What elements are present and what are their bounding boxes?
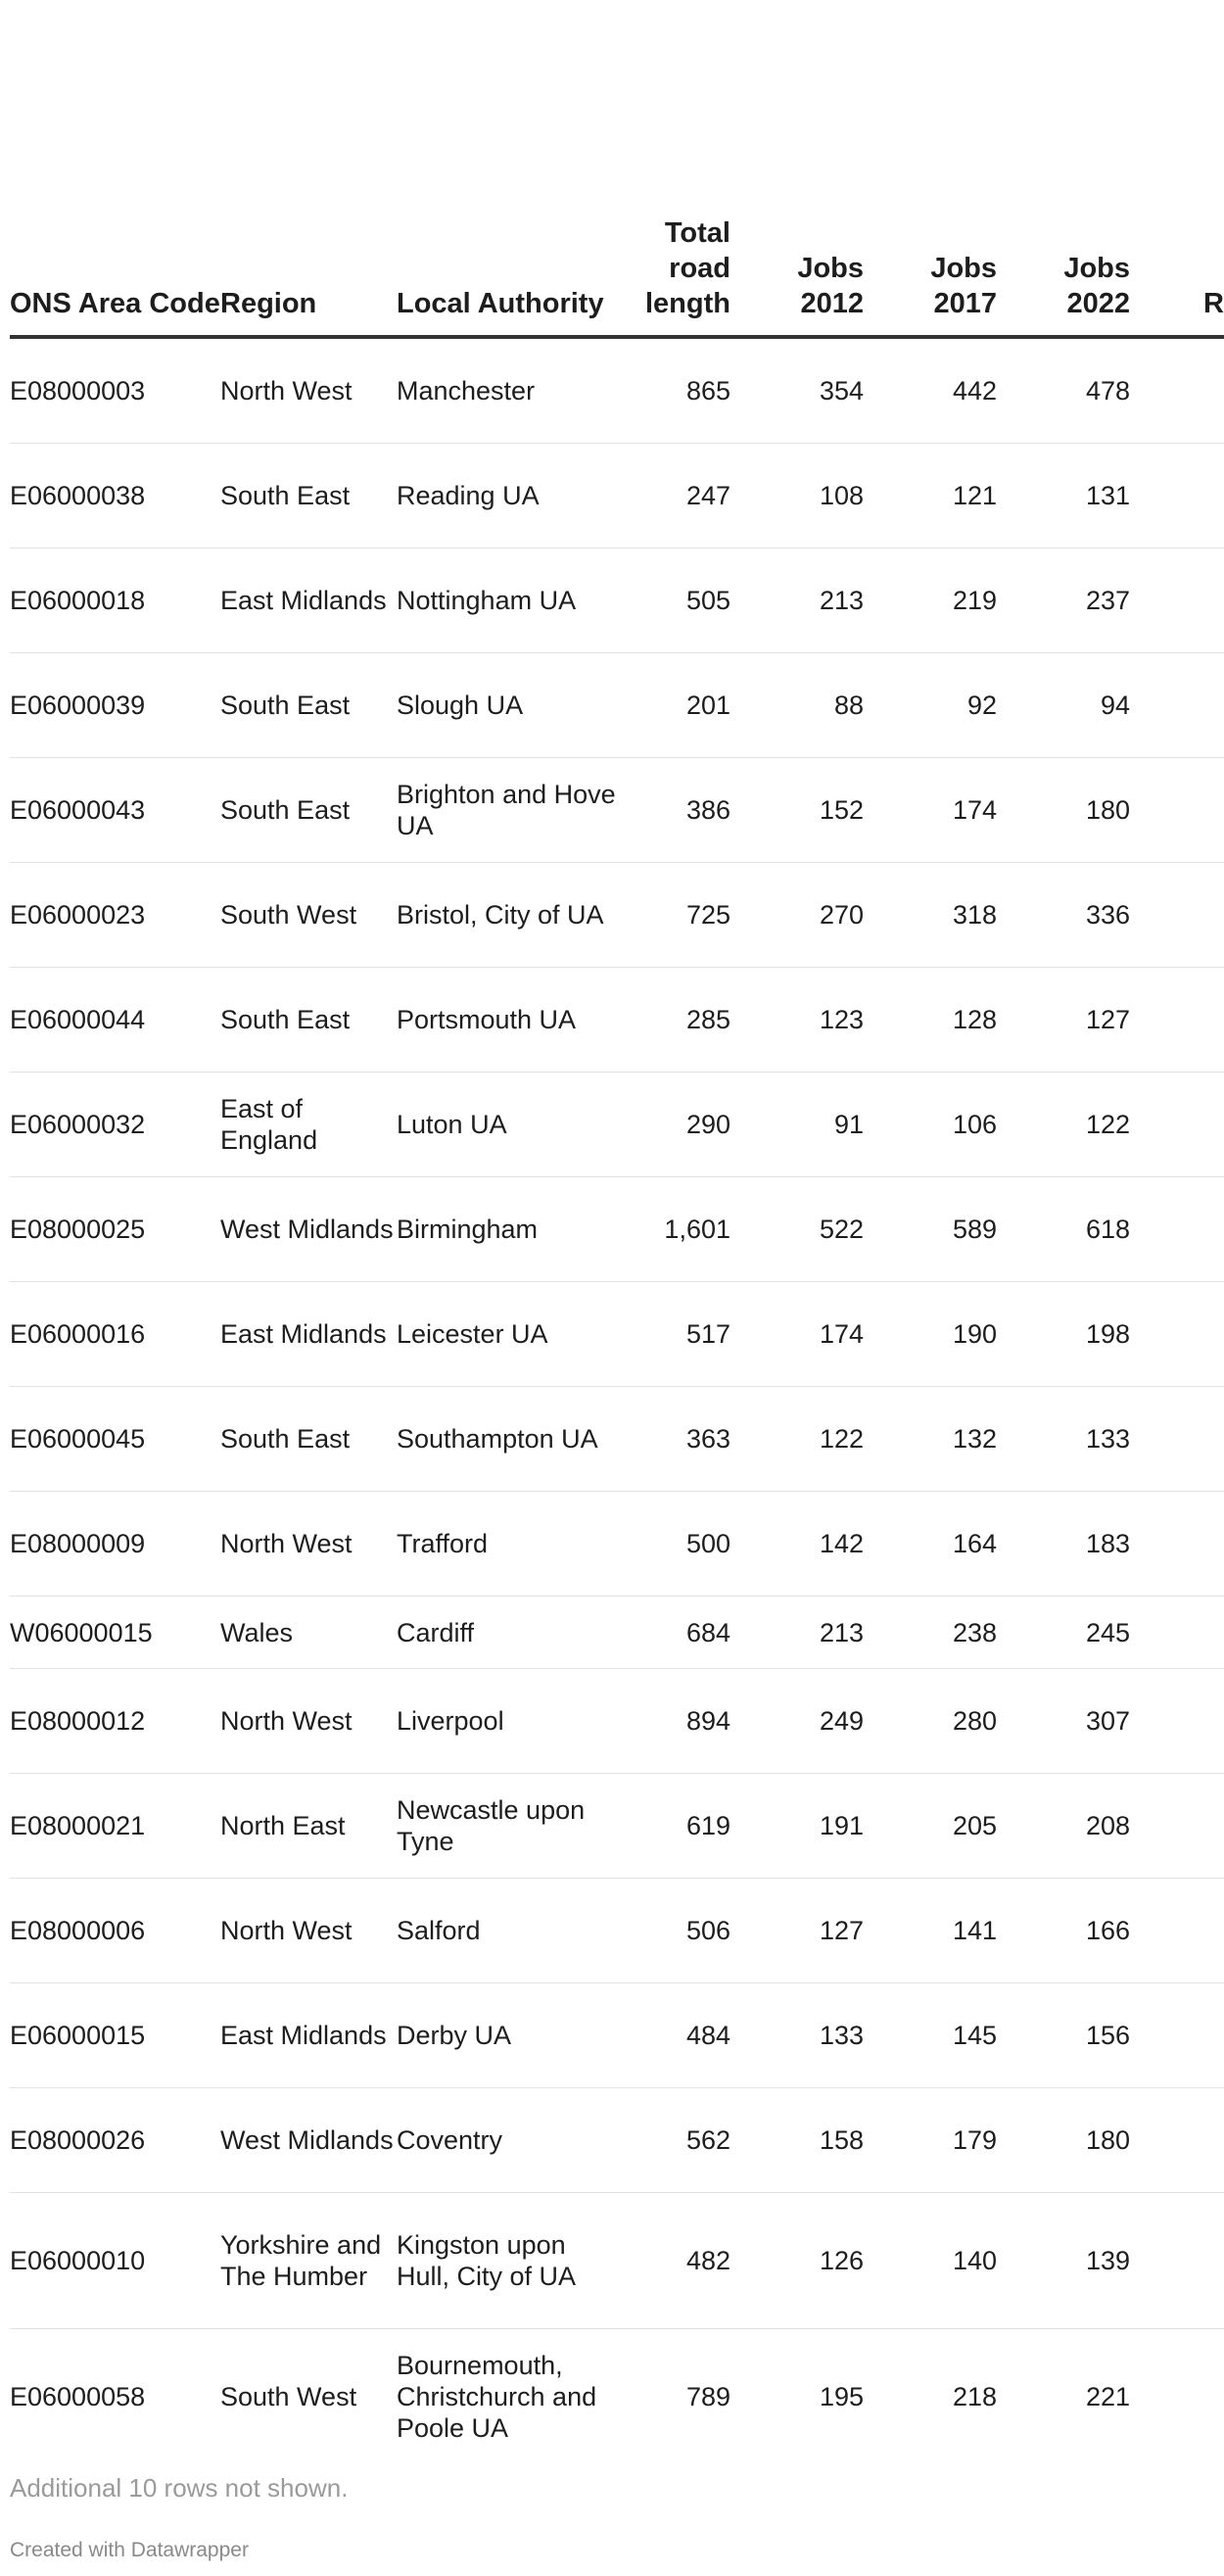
cell-jobs-2012: 88 — [730, 653, 864, 758]
cell-truncated — [1130, 1282, 1224, 1387]
cell-truncated — [1130, 863, 1224, 968]
cell-code: E06000016 — [10, 1282, 220, 1387]
cell-jobs-2022: 183 — [997, 1492, 1130, 1597]
cell-jobs-2012: 142 — [730, 1492, 864, 1597]
table-row — [10, 2329, 1224, 2465]
cell-road-length: 201 — [622, 653, 730, 758]
cell-region: South West — [220, 2382, 357, 2411]
cell-region: West Midlands — [220, 2088, 397, 2193]
cell-jobs-2017: 238 — [864, 1597, 997, 1669]
cell-jobs-2022: 122 — [997, 1073, 1130, 1177]
cell-jobs-2012: 191 — [730, 1774, 864, 1879]
table-row — [10, 1282, 1224, 1387]
cell-jobs-2017: 128 — [864, 968, 997, 1073]
cell-jobs-2012: 127 — [730, 1879, 864, 1983]
cell-road-length: 684 — [622, 1597, 730, 1669]
cell-region: North West — [220, 337, 397, 444]
cell-jobs-2012: 91 — [730, 1073, 864, 1177]
cell-road-length: 517 — [622, 1282, 730, 1387]
cell-road-length: 865 — [622, 337, 730, 444]
cell-road-length: 725 — [622, 863, 730, 968]
table-row — [10, 1073, 1224, 1177]
cell-jobs-2012: 123 — [730, 968, 864, 1073]
cell-jobs-2012: 213 — [730, 549, 864, 653]
table-row — [10, 1879, 1224, 1983]
cell-authority: Derby UA — [397, 1983, 622, 2088]
cell-region: South East — [220, 653, 397, 758]
table-row — [10, 2088, 1224, 2193]
cell-authority: Bristol, City of UA — [397, 863, 622, 968]
table-row — [10, 549, 1224, 653]
cell-code: E08000003 — [10, 337, 220, 444]
cell-code: E06000015 — [10, 1983, 220, 2088]
cell-code: E06000043 — [10, 758, 220, 863]
cell-jobs-2017: 280 — [864, 1669, 997, 1774]
cell-truncated — [1130, 1177, 1224, 1282]
cell-jobs-2017: 141 — [864, 1879, 997, 1983]
cell-region: South East — [220, 444, 397, 549]
cell-region: North West — [220, 1669, 397, 1774]
cell-authority: Kingston upon Hull, City of UA — [397, 2193, 622, 2329]
cell-jobs-2022: 208 — [997, 1774, 1130, 1879]
cell-road-length: 482 — [622, 2193, 730, 2329]
data-table — [10, 215, 1224, 2464]
cell-road-length: 619 — [622, 1774, 730, 1879]
cell-region: East of England — [220, 1073, 397, 1177]
cell-jobs-2022: 245 — [997, 1597, 1130, 1669]
cell-truncated — [1130, 1669, 1224, 1774]
cell-jobs-2017: 106 — [864, 1073, 997, 1177]
header-truncated[interactable]: R — [1130, 215, 1224, 337]
cell-region: East Midlands — [220, 549, 397, 653]
header-region[interactable]: Region — [220, 215, 397, 337]
table-row — [10, 1669, 1224, 1774]
table-row — [10, 337, 1224, 444]
cell-authority: Birmingham — [397, 1177, 622, 1282]
cell-region: North West — [220, 1879, 397, 1983]
table-row — [10, 1492, 1224, 1597]
cell-road-length: 484 — [622, 1983, 730, 2088]
cell-jobs-2012: 354 — [730, 337, 864, 444]
cell-jobs-2012: 213 — [730, 1597, 864, 1669]
table-row — [10, 968, 1224, 1073]
cell-jobs-2012: 174 — [730, 1282, 864, 1387]
header-ons-area-code[interactable]: ONS Area Code — [10, 215, 220, 337]
cell-jobs-2017: 190 — [864, 1282, 997, 1387]
cell-code: E08000025 — [10, 1177, 220, 1282]
cell-authority: Nottingham UA — [397, 549, 622, 653]
cell-authority: Bournemouth, Christchurch and Poole UA — [397, 2351, 597, 2443]
cell-code: E08000012 — [10, 1669, 220, 1774]
cell-jobs-2012: 270 — [730, 863, 864, 968]
cell-code: E06000032 — [10, 1073, 220, 1177]
cell-jobs-2017: 92 — [864, 653, 997, 758]
table-row — [10, 2193, 1224, 2329]
cell-region: South West — [220, 863, 397, 968]
cell-road-length: 500 — [622, 1492, 730, 1597]
header-total-road-length[interactable]: Total road length — [622, 215, 730, 337]
cell-region: Wales — [220, 1597, 397, 1669]
table-row — [10, 653, 1224, 758]
cell-truncated — [1130, 758, 1224, 863]
table-row — [10, 1983, 1224, 2088]
cell-jobs-2022: 198 — [997, 1282, 1130, 1387]
cell-road-length: 285 — [622, 968, 730, 1073]
cell-jobs-2022: 131 — [997, 444, 1130, 549]
cell-region: East Midlands — [220, 1983, 397, 2088]
cell-jobs-2017: 121 — [864, 444, 997, 549]
table-notes: Additional 10 rows not shown. — [10, 2473, 349, 2503]
cell-code: E06000010 — [10, 2193, 220, 2329]
cell-region: South East — [220, 968, 397, 1073]
cell-region: South East — [220, 758, 397, 863]
cell-authority: Cardiff — [397, 1597, 622, 1669]
cell-jobs-2017: 589 — [864, 1177, 997, 1282]
cell-truncated — [1130, 2088, 1224, 2193]
cell-jobs-2022: 307 — [997, 1669, 1130, 1774]
table-row — [10, 1177, 1224, 1282]
cell-code: E06000039 — [10, 653, 220, 758]
cell-road-length: 894 — [622, 1669, 730, 1774]
header-jobs-2022[interactable]: Jobs 2022 — [997, 215, 1130, 337]
cell-region: North West — [220, 1492, 397, 1597]
header-local-authority[interactable]: Local Authority — [397, 215, 622, 337]
cell-truncated — [1130, 549, 1224, 653]
cell-road-length: 506 — [622, 1879, 730, 1983]
cell-jobs-2022: 237 — [997, 549, 1130, 653]
cell-authority: Leicester UA — [397, 1282, 622, 1387]
cell-code: E06000045 — [10, 1387, 220, 1492]
cell-code: E08000026 — [10, 2088, 220, 2193]
cell-code: W06000015 — [10, 1597, 220, 1669]
cell-jobs-2022: 180 — [997, 2088, 1130, 2193]
cell-authority: Liverpool — [397, 1669, 622, 1774]
cell-road-length: 247 — [622, 444, 730, 549]
cell-jobs-2017: 179 — [864, 2088, 997, 2193]
cell-jobs-2022: 180 — [997, 758, 1130, 863]
cell-truncated — [1130, 1597, 1224, 1669]
cell-truncated — [1130, 1492, 1224, 1597]
cell-truncated — [1130, 2193, 1224, 2329]
cell-region: North East — [220, 1774, 397, 1879]
cell-truncated — [1130, 337, 1224, 444]
cell-jobs-2022: 94 — [997, 653, 1130, 758]
cell-truncated — [1130, 1387, 1224, 1492]
cell-code: E06000038 — [10, 444, 220, 549]
cell-code: E06000058 — [10, 2382, 146, 2411]
cell-authority: Brighton and Hove UA — [397, 758, 622, 863]
cell-jobs-2017: 164 — [864, 1492, 997, 1597]
cell-jobs-2012: 122 — [730, 1387, 864, 1492]
table-row — [10, 1774, 1224, 1879]
cell-code: E06000018 — [10, 549, 220, 653]
cell-code: E08000006 — [10, 1879, 220, 1983]
table-row — [10, 1597, 1224, 1669]
cell-jobs-2022: 336 — [997, 863, 1130, 968]
cell-road-length: 789 — [685, 2382, 730, 2411]
cell-authority: Southampton UA — [397, 1387, 622, 1492]
cell-jobs-2022: 133 — [997, 1387, 1130, 1492]
cell-jobs-2012: 152 — [730, 758, 864, 863]
cell-jobs-2022: 127 — [997, 968, 1130, 1073]
cell-truncated — [1130, 968, 1224, 1073]
cell-jobs-2022: 618 — [997, 1177, 1130, 1282]
cell-jobs-2017: 205 — [864, 1774, 997, 1879]
cell-road-length: 505 — [622, 549, 730, 653]
cell-truncated — [1130, 1983, 1224, 2088]
cell-jobs-2017: 442 — [864, 337, 997, 444]
cell-code: E06000023 — [10, 863, 220, 968]
cell-authority: Newcastle upon Tyne — [397, 1774, 622, 1879]
cell-authority: Trafford — [397, 1492, 622, 1597]
cell-authority: Manchester — [397, 337, 622, 444]
header-jobs-2012[interactable]: Jobs 2012 — [730, 215, 864, 337]
cell-jobs-2017: 145 — [864, 1983, 997, 2088]
cell-jobs-2012: 126 — [730, 2193, 864, 2329]
cell-jobs-2022: 221 — [1085, 2382, 1130, 2411]
cell-road-length: 562 — [622, 2088, 730, 2193]
cell-authority: Salford — [397, 1879, 622, 1983]
cell-jobs-2022: 166 — [997, 1879, 1130, 1983]
table-row — [10, 444, 1224, 549]
cell-jobs-2022: 478 — [997, 337, 1130, 444]
cell-jobs-2012: 158 — [730, 2088, 864, 2193]
cell-road-length: 1,601 — [622, 1177, 730, 1282]
cell-truncated — [1130, 444, 1224, 549]
cell-jobs-2017: 219 — [864, 549, 997, 653]
table-body — [10, 337, 1224, 2464]
table-row — [10, 758, 1224, 863]
cell-jobs-2012: 522 — [730, 1177, 864, 1282]
cell-authority: Luton UA — [397, 1073, 622, 1177]
cell-authority: Reading UA — [397, 444, 622, 549]
cell-jobs-2017: 318 — [864, 863, 997, 968]
cell-jobs-2017: 174 — [864, 758, 997, 863]
table-row — [10, 1387, 1224, 1492]
cell-truncated — [1130, 1774, 1224, 1879]
cell-region: West Midlands — [220, 1177, 397, 1282]
cell-truncated — [1130, 1073, 1224, 1177]
cell-region: South East — [220, 1387, 397, 1492]
cell-road-length: 290 — [622, 1073, 730, 1177]
header-row — [10, 215, 1224, 337]
cell-jobs-2017: 132 — [864, 1387, 997, 1492]
cell-region: East Midlands — [220, 1282, 397, 1387]
cell-truncated — [1130, 1879, 1224, 1983]
cell-jobs-2012: 195 — [819, 2382, 864, 2411]
cell-jobs-2022: 139 — [997, 2193, 1130, 2329]
cell-jobs-2017: 140 — [864, 2193, 997, 2329]
cell-jobs-2012: 108 — [730, 444, 864, 549]
cell-road-length: 386 — [622, 758, 730, 863]
table-container — [10, 215, 1224, 2464]
cell-code: E06000044 — [10, 968, 220, 1073]
cell-jobs-2012: 249 — [730, 1669, 864, 1774]
table-row — [10, 863, 1224, 968]
cell-road-length: 363 — [622, 1387, 730, 1492]
header-jobs-2017[interactable]: Jobs 2017 — [864, 215, 997, 337]
cell-code: E08000021 — [10, 1774, 220, 1879]
cell-jobs-2017: 218 — [952, 2382, 997, 2411]
cell-authority: Slough UA — [397, 653, 622, 758]
cell-code: E08000009 — [10, 1492, 220, 1597]
cell-authority: Portsmouth UA — [397, 968, 622, 1073]
cell-region: Yorkshire and The Humber — [220, 2193, 397, 2329]
cell-jobs-2012: 133 — [730, 1983, 864, 2088]
cell-truncated — [1130, 653, 1224, 758]
cell-authority: Coventry — [397, 2088, 622, 2193]
table-header — [10, 215, 1224, 337]
cell-jobs-2022: 156 — [997, 1983, 1130, 2088]
datawrapper-credit-link[interactable]: Created with Datawrapper — [10, 2539, 249, 2561]
cell-truncated — [1130, 2329, 1224, 2465]
